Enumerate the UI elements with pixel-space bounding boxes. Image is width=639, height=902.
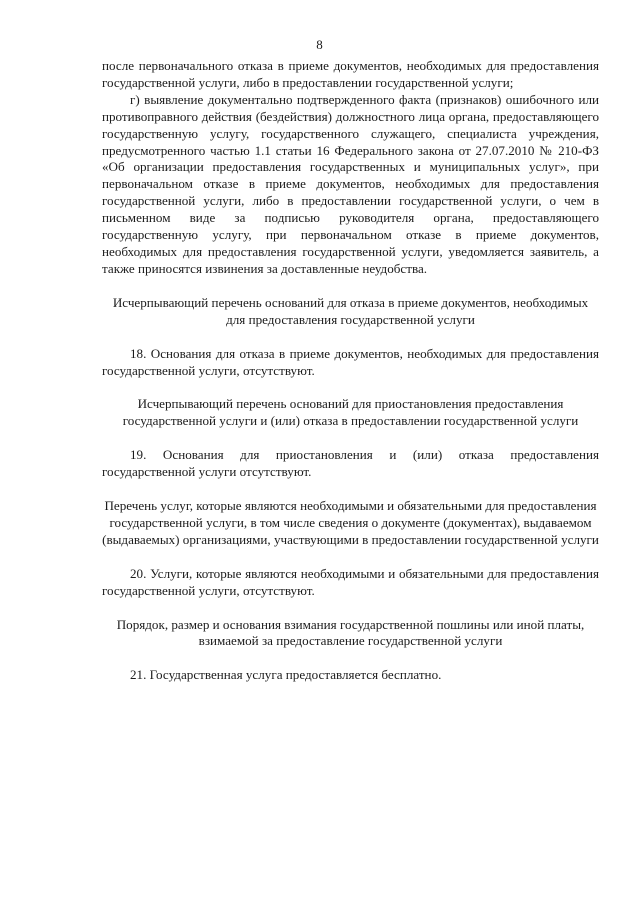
paragraph-continuation: после первоначального отказа в приеме документов, необходимых для предоставления государственной услуги, либо в предоставлении государственной услуги; [102, 58, 599, 90]
page-number: 8 [316, 37, 323, 52]
section-heading-refusal-documents: Исчерпывающий перечень оснований для отказа в приеме документов, необходимых для предоставления государственной услуги [112, 294, 589, 327]
paragraph-18: 18. Основания для отказа в приеме документов, необходимых для предоставления государственной услуги, отсутствуют. [102, 345, 599, 378]
paragraph-19: 19. Основания для приостановления и (или) отказа предоставления государственной услуги отсутствуют. [102, 447, 599, 480]
section-heading-fees: Порядок, размер и основания взимания государственной пошлины или иной платы, взимаемой за предоставление государственной услуги [116, 616, 585, 649]
document-body [102, 58, 599, 684]
paragraph-item-g: г) выявление документально подтвержденного факта (признаков) ошибочного или противоправного действия (бездействия) должностного лица органа, предоставляющего государственную услугу, государственного служащего, специалиста учреждения, предусмотренного частью 1.1 статьи 16 Федерального закона от 27.07.2010 № 210-ФЗ «Об организации предоставления государственных и муниципальных услуг», при первоначальном отказе в приеме документов, необходимых для предоставления государственной услуги, либо в предоставлении государственной услуги, о чем в письменном виде за подписью руководителя органа, предоставляющего государственную услугу, при первоначальном отказе в приеме документов, необходимых для предоставления государственной услуги, уведомляется заявитель, а также приносятся извинения за доставленные неудобства. [102, 91, 599, 276]
paragraph-20: 20. Услуги, которые являются необходимыми и обязательными для предоставления государственной услуги, отсутствуют. [102, 565, 599, 598]
section-heading-suspension: Исчерпывающий перечень оснований для приостановления предоставления государственной услуги и (или) отказа в предоставлении государственной услуги [122, 396, 579, 429]
section-heading-required-services: Перечень услуг, которые являются необходимыми и обязательными для предоставления государственной услуги, в том числе сведения о документе (документах), выдаваемом (выдаваемых) организациями, участвующими в предоставлении государственной услуги [102, 498, 599, 547]
paragraph-21: 21. Государственная услуга предоставляется бесплатно. [130, 667, 442, 683]
